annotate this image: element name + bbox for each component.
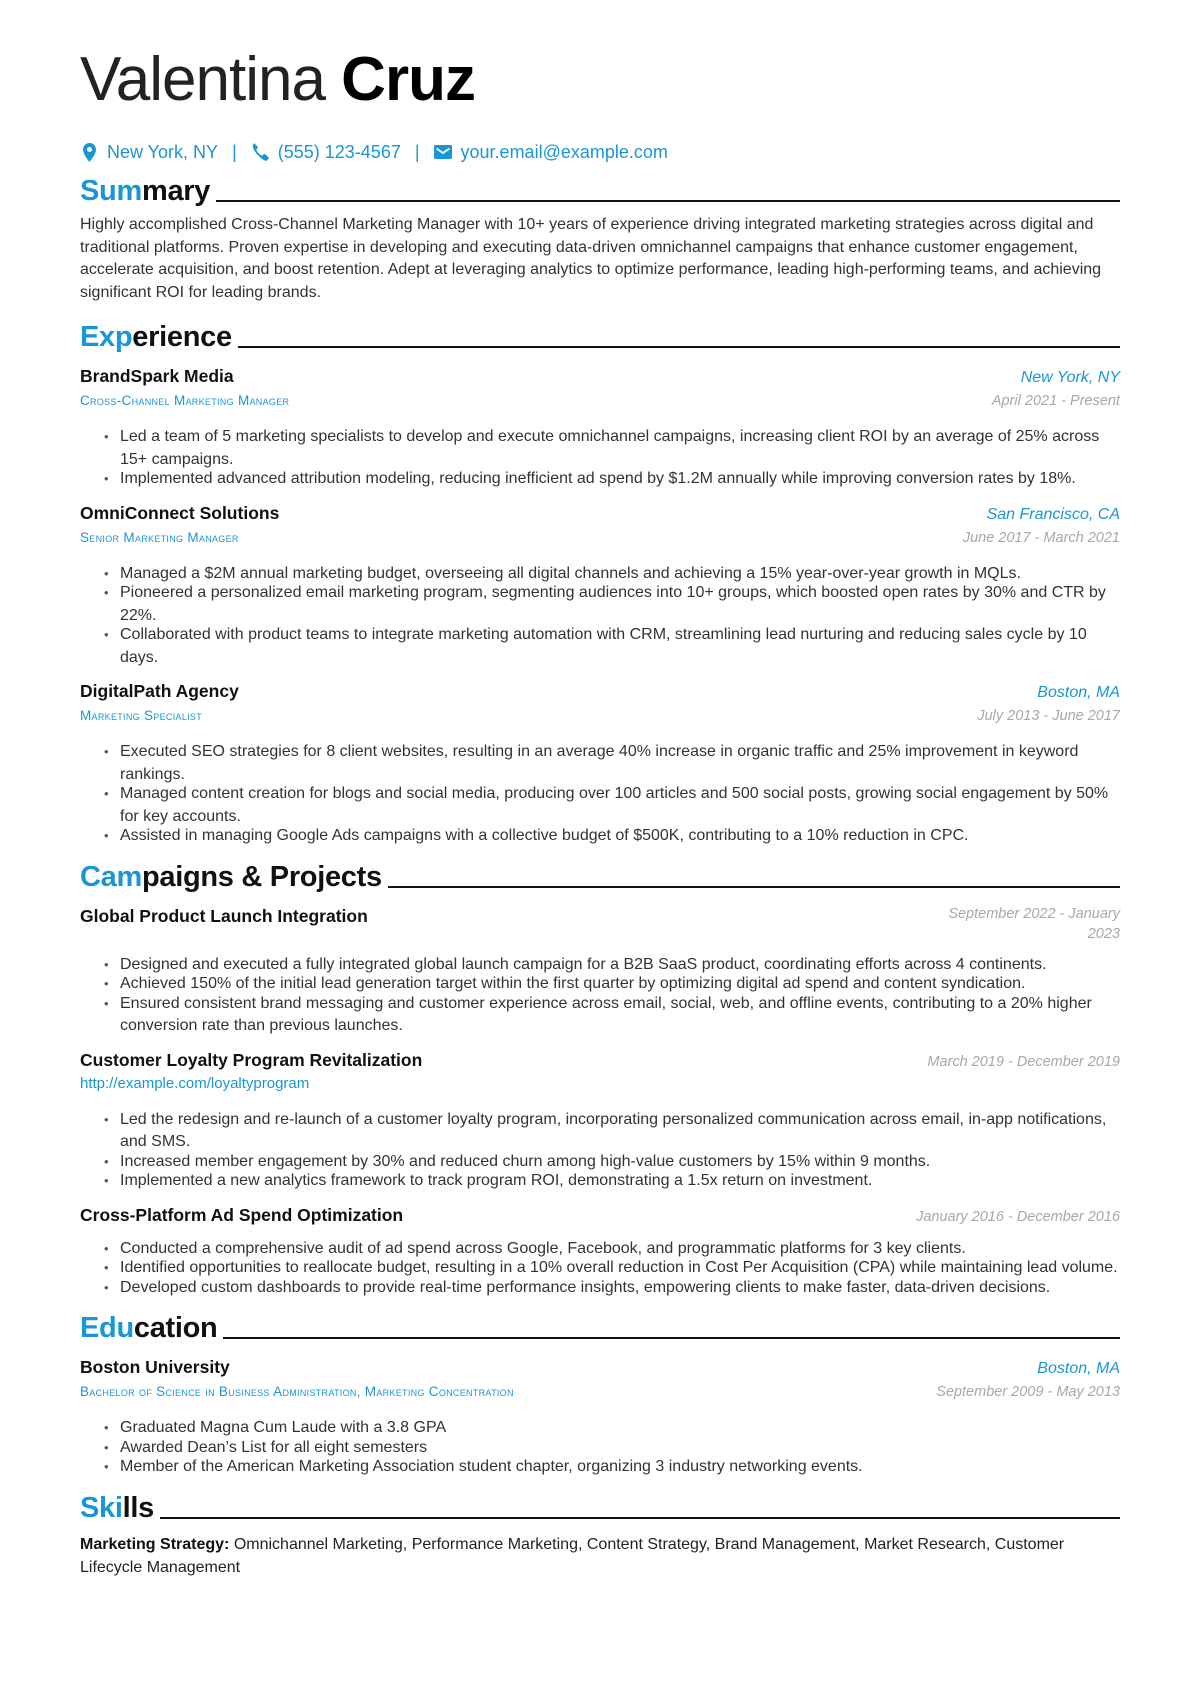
section-heading — [80, 1487, 1120, 1525]
map-marker-icon — [80, 142, 98, 162]
bullet-item: • Assisted in managing Google Ads campaigns with a collective budget of $500K, contributing to a 10% reduction in CPC. — [104, 825, 1120, 848]
section-heading — [80, 316, 1120, 354]
contact-location — [80, 140, 218, 164]
degree: Bachelor of Science in Business Administration, Marketing Concentration — [80, 1384, 514, 1399]
bullet-item: • Collaborated with product teams to integrate marketing automation with CRM, streamlining lead nurturing and reducing sales cycle by 10 days. — [104, 624, 1120, 669]
section-heading — [80, 856, 1120, 894]
education-bullets — [104, 1417, 1120, 1479]
job-role: Senior Marketing Manager — [80, 529, 239, 545]
job-role: Marketing Specialist — [80, 708, 203, 723]
first-name: Valentina — [80, 45, 325, 114]
section-rule — [388, 886, 1120, 888]
experience-title: Experience — [80, 321, 232, 353]
resume-page — [80, 38, 1120, 1579]
job-dates: June 2017 - March 2021 — [962, 529, 1120, 546]
bullet-item: • Awarded Dean’s List for all eight semesters — [104, 1437, 1120, 1460]
phone-text[interactable]: (555) 123-4567 — [277, 142, 401, 162]
contact-email[interactable] — [434, 140, 668, 164]
project-name: Customer Loyalty Program Revitalization — [80, 1049, 423, 1070]
project-entry — [80, 1203, 1120, 1300]
bullet-item: • Managed content creation for blogs and social media, producing over 100 articles and 500 social posts, growing social engagement by 50% for key accounts. — [104, 783, 1120, 828]
job-location: Boston, MA — [1037, 684, 1120, 701]
bullet-item: • Led the redesign and re-launch of a customer loyalty program, incorporating personalized communication across email, in-app notifications, and SMS. — [104, 1109, 1120, 1154]
project-entry — [80, 904, 1120, 1038]
skill-group-value: Omnichannel Marketing, Performance Marketing, Content Strategy, Brand Management, Market Research, Customer Lifecycle Management — [80, 1535, 1065, 1576]
contact-separator: | — [232, 142, 237, 162]
education-entry — [80, 1355, 1120, 1479]
job-entry — [80, 364, 1120, 491]
envelope-icon — [434, 142, 452, 162]
section-heading — [80, 170, 1120, 208]
bullet-item: • Implemented a new analytics framework to track program ROI, demonstrating a 1.5x return on investment. — [104, 1170, 1120, 1193]
project-dates: September 2022 - January 2023 — [948, 905, 1120, 942]
bullet-item: • Managed a $2M annual marketing budget, overseeing all digital channels and achieving a 15% year-over-year growth in MQLs. — [104, 563, 1120, 586]
education-dates: September 2009 - May 2013 — [936, 1384, 1120, 1400]
bullet-item: • Developed custom dashboards to provide real-time performance insights, empowering clients to make faster, data-driven decisions. — [104, 1277, 1120, 1300]
section-heading — [80, 1307, 1120, 1345]
skills-title: Skills — [80, 1491, 154, 1524]
skills-section — [80, 1487, 1120, 1579]
bullet-item: • Increased member engagement by 30% and reduced churn among high-value customers by 15% within 9 months. — [104, 1151, 1120, 1174]
job-dates: April 2021 - Present — [991, 393, 1120, 409]
job-dates: July 2013 - June 2017 — [977, 708, 1120, 724]
email-text[interactable]: your.email@example.com — [460, 142, 668, 162]
education-section — [80, 1307, 1120, 1479]
project-name: Global Product Launch Integration — [80, 905, 368, 926]
projects-section — [80, 856, 1120, 1300]
bullet-item: • Ensured consistent brand messaging and customer experience across email, social, web, and offline events, contributing to a 20% higher conversion rate than previous launches. — [104, 993, 1120, 1038]
job-role: Cross-Channel Marketing Manager — [80, 393, 290, 408]
phone-icon — [251, 142, 269, 162]
bullet-item: • Graduated Magna Cum Laude with a 3.8 GPA — [104, 1417, 1120, 1440]
summary-title: Summary — [80, 175, 211, 207]
job-bullets — [104, 563, 1120, 670]
education-title: Education — [80, 1312, 218, 1344]
project-bullets — [104, 1109, 1120, 1193]
job-bullets — [104, 741, 1120, 848]
bullet-item: • Designed and executed a fully integrated global launch campaign for a B2B SaaS product, coordinating efforts across 4 continents. — [104, 954, 1120, 977]
bullet-item: • Conducted a comprehensive audit of ad spend across Google, Facebook, and programmatic platforms for 3 key clients. — [104, 1238, 1120, 1261]
bullet-item: • Led a team of 5 marketing specialists to develop and execute omnichannel campaigns, increasing client ROI by an average of 25% across 15+ campaigns. — [104, 426, 1120, 471]
candidate-name — [80, 38, 1120, 122]
projects-title: Campaigns & Projects — [80, 860, 382, 893]
bullet-item: • Implemented advanced attribution modeling, reducing inefficient ad spend by $1.2M annually while improving conversion rates by 18%. — [104, 468, 1120, 491]
job-location: New York, NY — [1020, 369, 1120, 386]
section-rule — [238, 346, 1120, 348]
job-entry — [80, 679, 1120, 848]
company-name: BrandSpark Media — [80, 366, 234, 386]
section-rule — [216, 200, 1120, 202]
bullet-item: • Member of the American Marketing Association student chapter, organizing 3 industry networking events. — [104, 1456, 1120, 1479]
section-rule — [160, 1517, 1120, 1519]
job-location: San Francisco, CA — [986, 505, 1120, 523]
skill-group-label: Marketing Strategy: — [80, 1535, 230, 1553]
project-bullets — [104, 1238, 1120, 1300]
school-location: Boston, MA — [1037, 1360, 1120, 1377]
experience-section — [80, 316, 1120, 848]
bullet-item: • Identified opportunities to reallocate budget, resulting in a 10% overall reduction in Cost Per Acquisition (CPA) while maintaining lead volume. — [104, 1257, 1120, 1280]
contact-separator: | — [414, 142, 420, 162]
last-name: Cruz — [341, 45, 475, 114]
company-name: DigitalPath Agency — [80, 681, 239, 701]
job-entry — [80, 501, 1120, 670]
bullet-item: • Pioneered a personalized email marketing program, segmenting audiences into 10+ groups, which boosted open rates by 30% and CTR by 22%. — [104, 582, 1120, 627]
bullet-item: • Achieved 150% of the initial lead generation target within the first quarter by optimizing digital ad spend and content syndication. — [104, 973, 1120, 996]
school-name: Boston University — [80, 1357, 230, 1377]
project-bullets — [104, 954, 1120, 1038]
contact-line — [80, 140, 1120, 164]
contact-phone[interactable] — [251, 140, 401, 164]
project-dates: January 2016 - December 2016 — [916, 1208, 1120, 1225]
project-dates: March 2019 - December 2019 — [927, 1053, 1120, 1070]
job-bullets — [104, 426, 1120, 491]
location-text: New York, NY — [107, 142, 219, 162]
company-name: OmniConnect Solutions — [80, 502, 280, 523]
project-link[interactable]: http://example.com/loyaltyprogram — [80, 1074, 310, 1092]
bullet-item: • Executed SEO strategies for 8 client websites, resulting in an average 40% increase in organic traffic and 25% improvement in keyword rankings. — [104, 741, 1120, 786]
section-rule — [223, 1337, 1120, 1339]
skill-group — [80, 1533, 1120, 1579]
summary-section — [80, 170, 1120, 304]
project-name: Cross-Platform Ad Spend Optimization — [80, 1204, 404, 1225]
project-entry — [80, 1048, 1120, 1193]
summary-text: Highly accomplished Cross-Channel Marketing Manager with 10+ years of experience driving integrated marketing strategies across digital and traditional platforms. Proven expertise in developing and executing data-driven omnichannel campaigns that enhance customer engagement, accelerate acquisition, and boost retention. Adept at leveraging analytics to optimize performance, leading high-performing teams, and achieving significant ROI for leading brands. — [80, 216, 1102, 301]
